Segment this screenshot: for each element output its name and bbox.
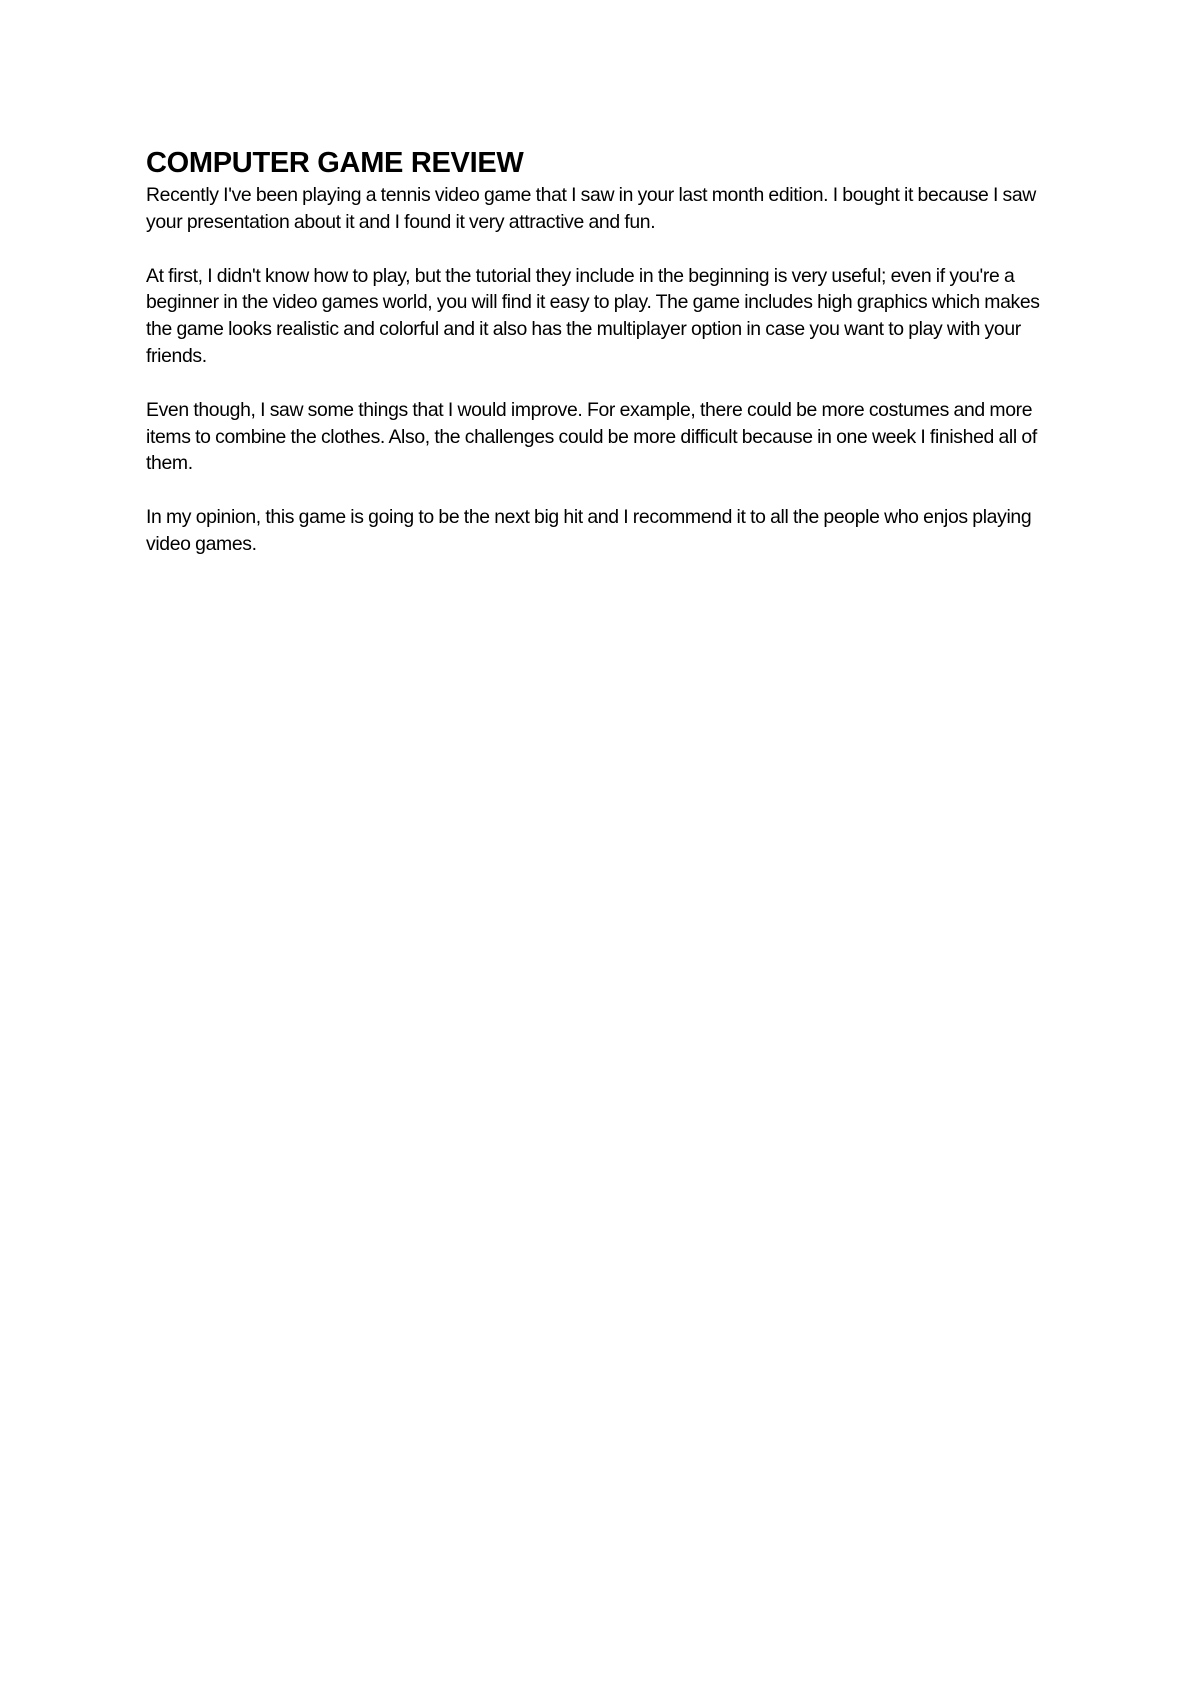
- document-title: COMPUTER GAME REVIEW: [146, 147, 524, 179]
- paragraph-4: In my opinion, this game is going to be the next big hit and I recommend it to all the people who enjos playing video games.: [146, 506, 1032, 555]
- paragraph-2: At first, I didn't know how to play, but the tutorial they include in the beginning is very useful; even if you're a beginner in the video games world, you will find it easy to play. The game includes high graphics which makes the game looks realistic and colorful and it also has the multiplayer option in case you want to play with your friends.: [146, 264, 1040, 367]
- paragraph-3: Even though, I saw some things that I would improve. For example, there could be more costumes and more items to combine the clothes. Also, the challenges could be more difficult because in one week I finished all of them.: [146, 398, 1037, 475]
- paragraph-1: Recently I've been playing a tennis video game that I saw in your last month edition. I bought it because I saw your presentation about it and I found it very attractive and fun.: [146, 184, 1036, 233]
- document-body: [146, 146, 1066, 585]
